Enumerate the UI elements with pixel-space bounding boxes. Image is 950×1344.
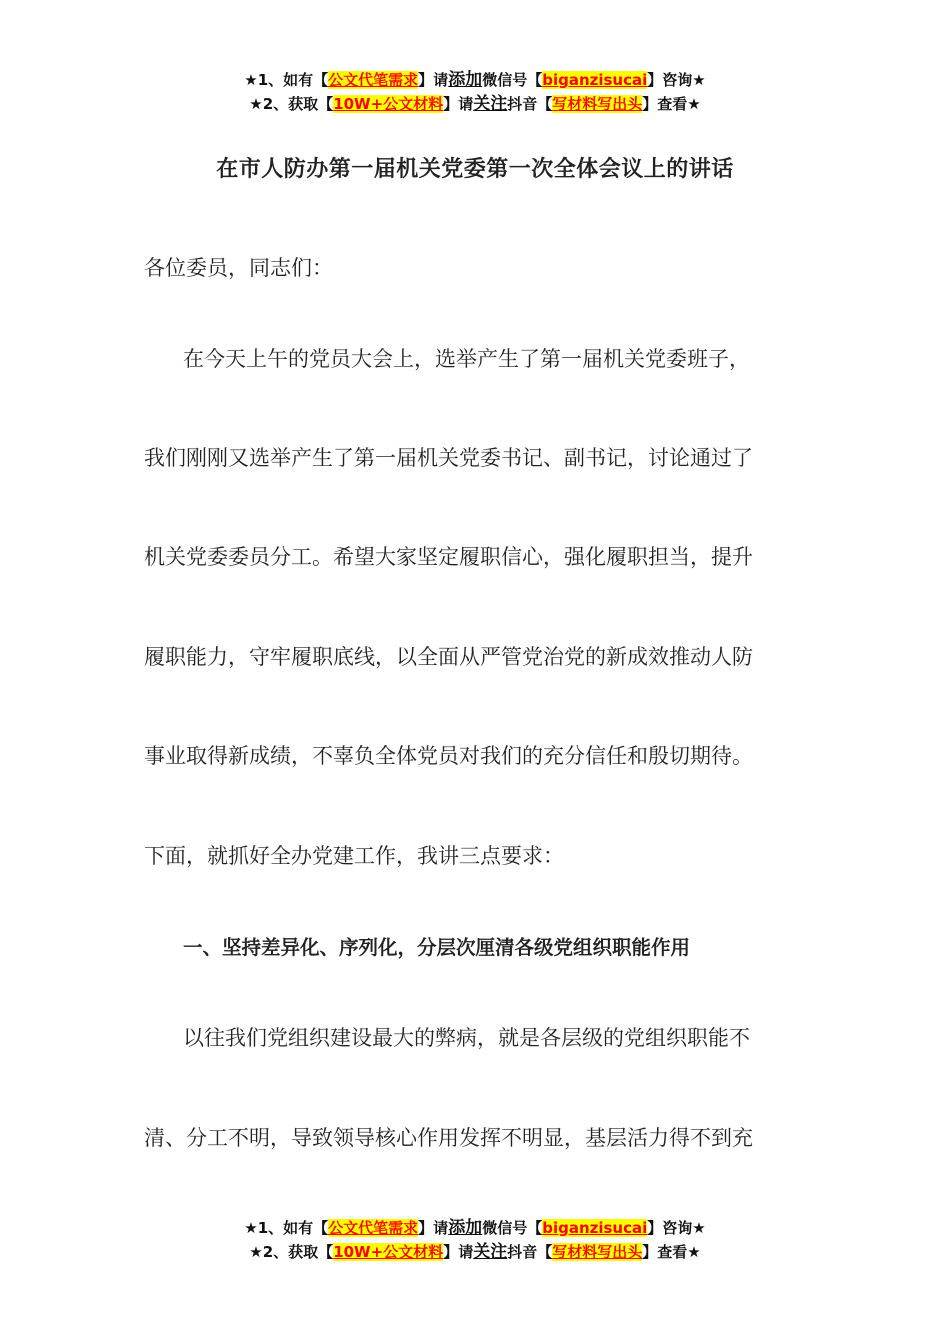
salutation: 各位委员，同志们： <box>144 256 333 280</box>
promo-text: 抖音【 <box>507 1243 553 1261</box>
promo-text: 微信号【 <box>482 1219 543 1237</box>
promo-text: 】咨询★ <box>647 71 706 89</box>
promo-banner-bottom <box>0 1216 950 1264</box>
promo-text: 】查看★ <box>642 1243 701 1261</box>
promo-text: 微信号【 <box>482 71 543 89</box>
promo-underline: 关注 <box>473 1242 508 1262</box>
paragraph-line: 以往我们党组织建设最大的弊病，就是各层级的党组织职能不 <box>183 1026 750 1050</box>
promo-text: ★2、获取【 <box>249 95 334 113</box>
promo-wechat-id: biganzisucai <box>542 71 648 89</box>
promo-underline: 关注 <box>473 94 508 114</box>
promo-text: 】查看★ <box>642 95 701 113</box>
paragraph-line: 清、分工不明，导致领导核心作用发挥不明显，基层活力得不到充 <box>144 1126 753 1150</box>
promo-douyin-account: 写材料写出头 <box>552 1243 643 1261</box>
promo-highlight: 10W+公文材料 <box>333 95 444 113</box>
intro-line: 下面，就抓好全办党建工作，我讲三点要求： <box>144 844 564 868</box>
promo-line-2 <box>0 1240 950 1264</box>
promo-banner-top <box>0 68 950 116</box>
promo-text: 】请 <box>443 1243 474 1261</box>
promo-highlight: 10W+公文材料 <box>333 1243 444 1261</box>
promo-text: 】请 <box>418 71 449 89</box>
promo-line-2 <box>0 92 950 116</box>
promo-underline: 添加 <box>448 70 483 90</box>
paragraph-line: 在今天上午的党员大会上，选举产生了第一届机关党委班子， <box>183 347 750 371</box>
promo-douyin-account: 写材料写出头 <box>552 95 643 113</box>
promo-highlight: 公文代笔需求 <box>328 71 419 89</box>
paragraph-line: 事业取得新成绩，不辜负全体党员对我们的充分信任和殷切期待。 <box>144 744 753 768</box>
promo-line-1 <box>0 68 950 92</box>
promo-text: 】请 <box>443 95 474 113</box>
promo-text: ★1、如有【 <box>244 1219 329 1237</box>
paragraph-line: 我们刚刚又选举产生了第一届机关党委书记、副书记，讨论通过了 <box>144 446 753 470</box>
promo-highlight: 公文代笔需求 <box>328 1219 419 1237</box>
promo-text: ★2、获取【 <box>249 1243 334 1261</box>
paragraph-line: 履职能力，守牢履职底线，以全面从严管党治党的新成效推动人防 <box>144 645 753 669</box>
section-heading: 一、坚持差异化、序列化，分层次厘清各级党组织职能作用 <box>183 936 691 959</box>
promo-text: 抖音【 <box>507 95 553 113</box>
promo-text: 】请 <box>418 1219 449 1237</box>
promo-text: 】咨询★ <box>647 1219 706 1237</box>
document-title: 在市人防办第一届机关党委第一次全体会议上的讲话 <box>216 157 734 182</box>
promo-underline: 添加 <box>448 1218 483 1238</box>
promo-line-1 <box>0 1216 950 1240</box>
promo-text: ★1、如有【 <box>244 71 329 89</box>
paragraph-line: 机关党委委员分工。希望大家坚定履职信心，强化履职担当，提升 <box>144 545 753 569</box>
promo-wechat-id: biganzisucai <box>542 1219 648 1237</box>
